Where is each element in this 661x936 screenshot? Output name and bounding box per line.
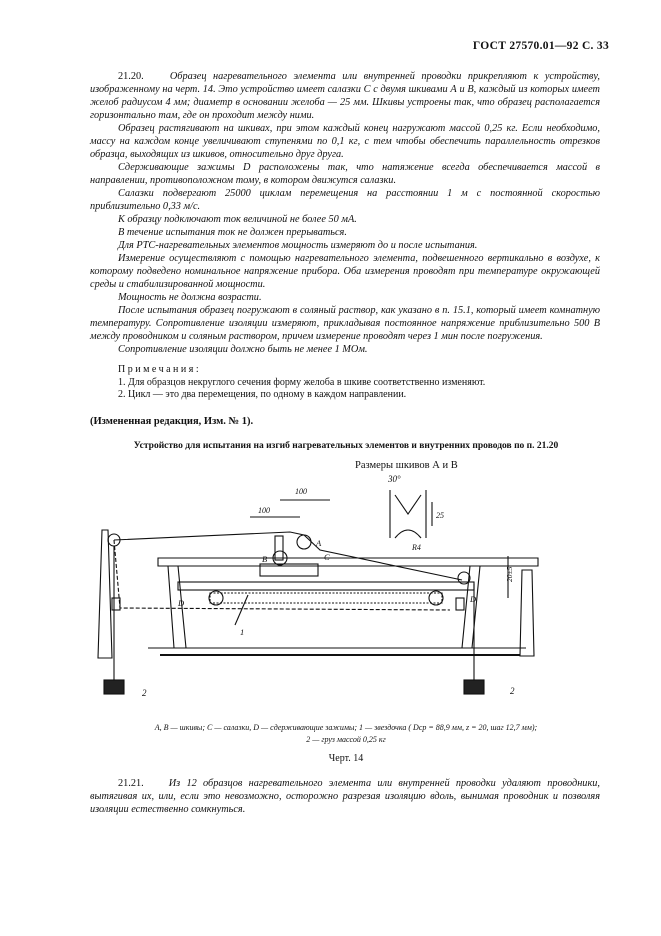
label-a: A xyxy=(316,538,322,548)
legend-line: A, B — шкивы; C — салазки, D — сдерживающие зажимы; 1 — звездочка ( Dср = 88,9 мм, z = 20, шаг 12,7 мм); xyxy=(154,723,538,732)
label-b: B xyxy=(262,554,268,564)
paragraph: Сопротивление изоляции должно быть не менее 1 МОм. xyxy=(118,344,368,355)
label-c: C xyxy=(324,552,330,562)
clamp-d-right xyxy=(456,598,464,610)
radius-label: R4 xyxy=(412,543,421,552)
figure-legend xyxy=(90,722,602,746)
paragraph: Мощность не должна возрасти. xyxy=(118,292,262,303)
weight-right xyxy=(464,680,484,694)
clause-number: 21.21. xyxy=(118,778,144,789)
apparatus-drawing xyxy=(90,470,602,720)
clause-number: 21.20. xyxy=(118,71,144,82)
sprocket-left xyxy=(209,591,223,605)
pulley-groove xyxy=(395,495,421,514)
specimen-return xyxy=(114,540,450,610)
rail xyxy=(178,582,474,590)
dim-25-label: 25 xyxy=(436,511,444,520)
paragraph-text: Образец нагревательного элемента или внутренней проводки прикрепляют к устройству, изображенному на черт. 14. Это устройство имеет салазки С с двумя шкивами А и В, каждый из которых имеет желоб радиусом 4 мм; диаметр в основании желоба — 25 мм. Шкивы устроены так, что образец располагается горизонтально там, где он проходит между ними. xyxy=(90,71,600,121)
amendment-note: (Измененная редакция, Изм. № 1). xyxy=(90,415,254,427)
left-post xyxy=(98,530,112,658)
paragraph: Салазки подвергают 25000 циклам перемещения на расстоянии 1 м с постоянной скоростью приблизительно 0,33 м/с. xyxy=(90,188,600,212)
label-d-left: D xyxy=(178,598,185,608)
frame-top xyxy=(158,558,538,566)
note-item: 1. Для образцов некруглого сечения форму желоба в шкиве соответственно изменяют. xyxy=(118,376,486,388)
notes-title: Примечания: xyxy=(118,364,202,375)
figure-caption: Черт. 14 xyxy=(328,753,364,764)
notes-block xyxy=(90,364,600,402)
paragraph: После испытания образец погружают в соляный раствор, как указано в п. 15.1, который имеет комнатную температуру. Сопротивление изоляции измеряют, прикладывая постоянное напряжение приблизительно 500 В между проводником и соляным раствором, причем измерение проводят через 1 мин после погружения. xyxy=(90,305,600,342)
height-label: 20±5 xyxy=(505,566,514,582)
paragraph: В течение испытания ток не должен прерываться. xyxy=(118,227,347,238)
paragraph xyxy=(90,777,600,816)
weight-left xyxy=(104,680,124,694)
paragraph: Для РТС-нагревательных элементов мощность измеряют до и после испытания. xyxy=(118,240,478,251)
paragraph: Сдерживающие зажимы D расположены так, что натяжение всегда обеспечивается массой в направлении, противоположном тому, в котором движутся салазки. xyxy=(90,162,600,186)
pulley-groove-bottom xyxy=(395,530,421,538)
legend-line: 2 — груз массой 0,25 кг xyxy=(306,735,386,744)
note-item: 2. Цикл — это два перемещения, по одному в каждом направлении. xyxy=(118,389,407,400)
paragraph: К образцу подключают ток величиной не более 50 мА. xyxy=(118,214,357,225)
clamp-d-left xyxy=(112,598,120,610)
paragraph: Образец растягивают на шкивах, при этом каждый конец нагружают массой 0,25 кг. Если необходимо, массу на каждом конце увеличивают ступенями по 0,1 кг, с тем чтобы обеспечить параллельность отрезков образца, выходящих из шкивов, относительно друг друга. xyxy=(90,123,600,160)
pulley-dims-label: Размеры шкивов А и В xyxy=(355,460,458,471)
page-header: ГОСТ 27570.01—92 С. 33 xyxy=(472,40,609,52)
pulley-a xyxy=(297,535,311,549)
paragraph xyxy=(90,70,600,122)
angle-label: 30° xyxy=(388,474,401,484)
label-1: 1 xyxy=(240,627,245,637)
right-post xyxy=(520,570,534,656)
dim-100-top: 100 xyxy=(295,487,307,496)
label-2-left: 2 xyxy=(142,688,147,698)
dim-100-left: 100 xyxy=(258,506,270,515)
carriage-post xyxy=(275,536,283,560)
right-leg xyxy=(462,566,480,648)
label-d-right: D xyxy=(470,594,477,604)
section-21-20 xyxy=(90,70,600,428)
paragraph: Измерение осуществляют с помощью нагревательного элемента, подвешенного вертикально в воздухе, к которому подведено номинальное напряжение прибора. Оба измерения проводят при температуре окружающей среды и стабилизированной мощности. xyxy=(90,253,600,290)
leader-1 xyxy=(235,595,248,625)
label-2-right: 2 xyxy=(510,686,515,696)
specimen-wire xyxy=(114,532,462,580)
figure-title: Устройство для испытания на изгиб нагревательных элементов и внутренних проводов по п. 21.20 xyxy=(133,441,559,451)
section-21-21 xyxy=(90,777,600,816)
paragraph-text: Из 12 образцов нагревательного элемента или внутренней проводки удаляют проводники, вытягивая их, или, если это невозможно, осторожно разрезая изоляцию вдоль, вынимая проводник и позволяя изоляции естественно сомкнуться. xyxy=(90,778,600,815)
